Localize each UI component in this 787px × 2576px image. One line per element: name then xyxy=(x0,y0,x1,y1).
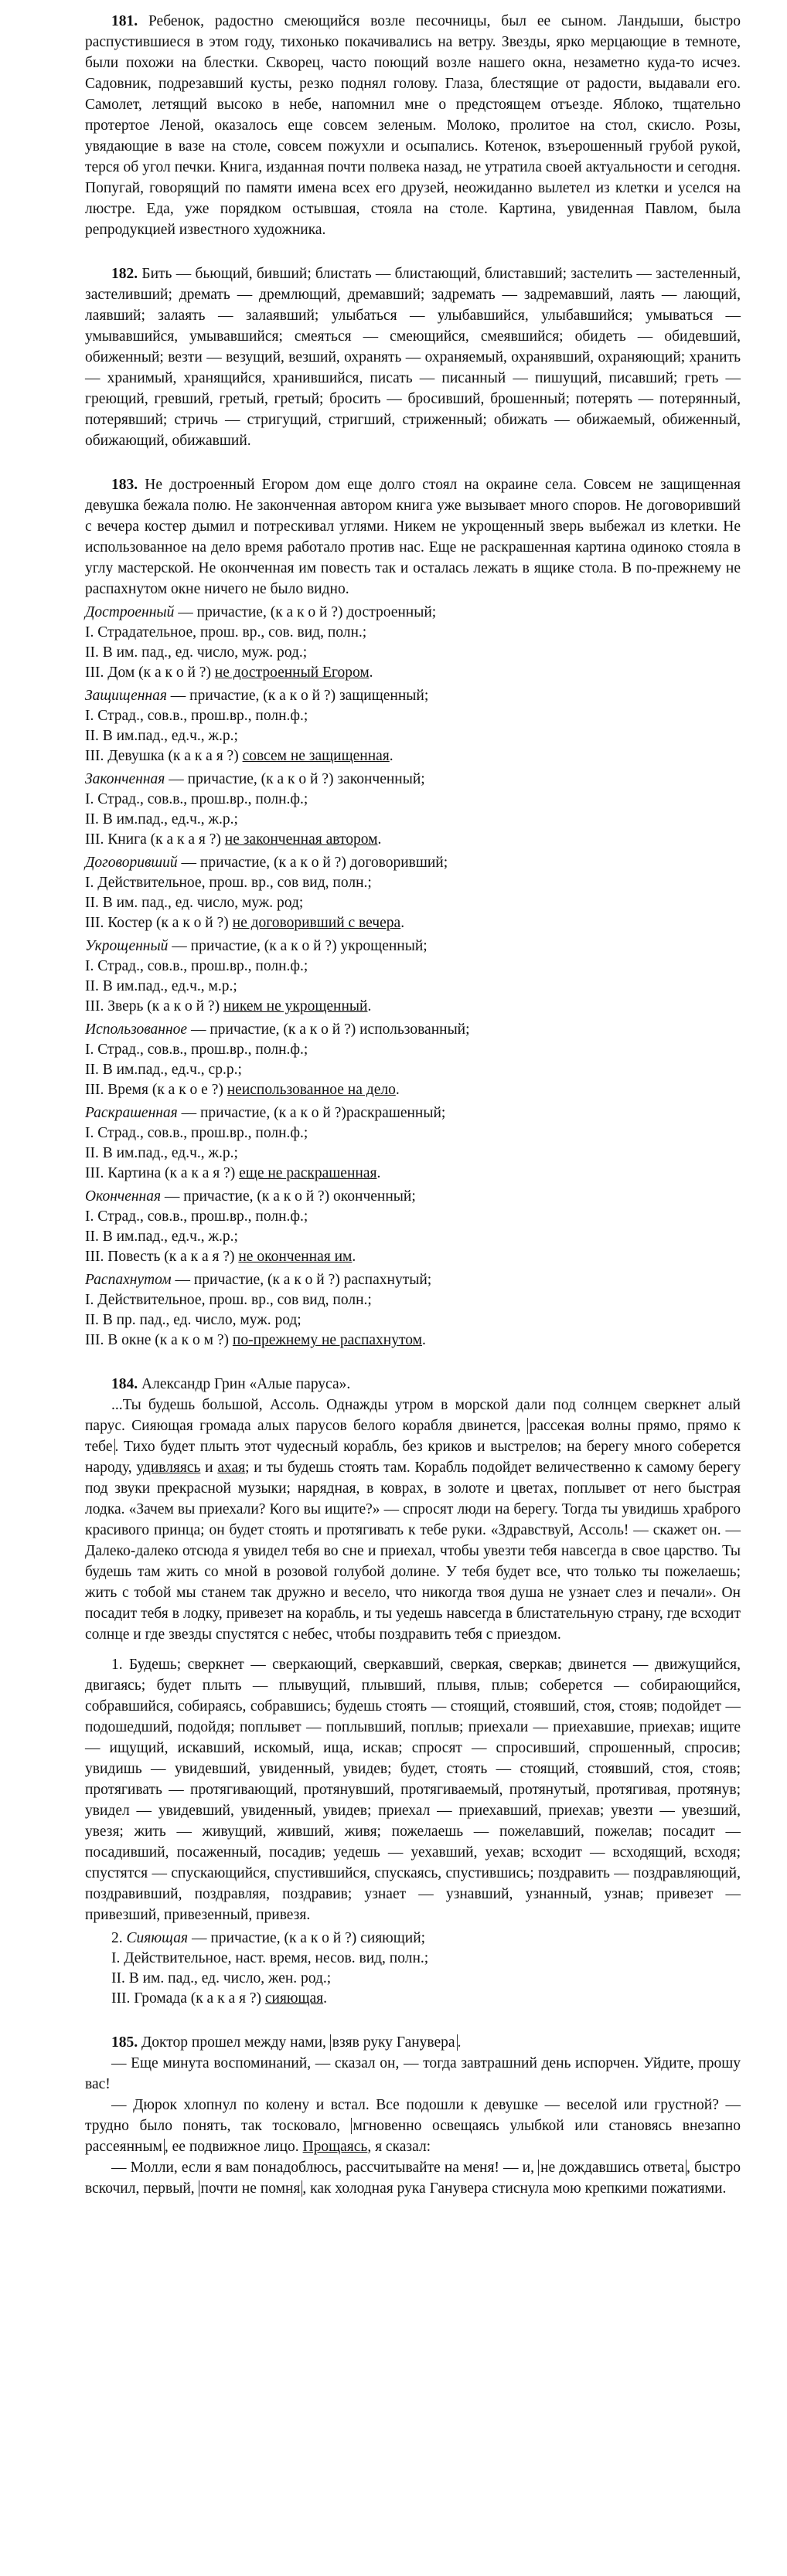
text-fragment: . xyxy=(376,1165,381,1181)
entry-head xyxy=(85,1929,741,1949)
exercise-184-item-2 xyxy=(85,1929,741,2009)
entry-head xyxy=(85,770,741,790)
entry-head xyxy=(85,936,741,957)
underlined-answer: не законченная автором xyxy=(224,831,378,848)
entry-definition: — причастие, (к а к о й ?) защищенный; xyxy=(166,688,429,704)
underlined-answer: сияющая xyxy=(264,1990,324,2007)
exercise-number: 182. xyxy=(111,266,138,282)
text-fragment: III. Повесть (к а к а я ?) xyxy=(85,1249,239,1265)
text-fragment: . xyxy=(367,998,372,1014)
entry-head xyxy=(85,1020,741,1040)
parsing-entry xyxy=(85,770,741,850)
entry-word: Распахнутом xyxy=(85,1272,172,1288)
text-fragment: III. Картина (к а к а я ?) xyxy=(85,1165,240,1181)
entry-word: Оконченная xyxy=(85,1188,162,1205)
exercise-182-text xyxy=(85,263,741,451)
entry-definition: — причастие, (к а к о й ?) достроенный; xyxy=(174,604,437,620)
underlined-answer: неиспользованное на дело xyxy=(227,1082,396,1098)
entry-line-2: II. В им. пад., ед. число, муж. род; xyxy=(85,895,304,911)
exercise-number: 184. xyxy=(111,1376,138,1392)
underlined-answer: по-прежнему не распахнутом xyxy=(232,1332,422,1348)
underlined-answer: не оконченная им xyxy=(238,1249,353,1265)
text-fragment: — Дюрок хлопнул по колену и встал. Все подошли к девушке — веселой или грустной? — трудно было понять, так тосковало, xyxy=(85,2097,741,2134)
entry-line-2: II. В им. пад., ед. число, жен. род.; xyxy=(111,1970,332,1986)
parsing-entries xyxy=(85,603,741,1351)
text-fragment: — причастие, (к а к о й ?) сияющий; xyxy=(188,1930,426,1946)
text-fragment: , как холодная рука Ганувера стиснула мою крепкими пожатиями. xyxy=(302,2180,727,2197)
entry-line-2: II. В им.пад., ед.ч., ж.р.; xyxy=(85,1145,238,1161)
participial-phrase: взяв руку Ганувера xyxy=(330,2034,458,2051)
participial-phrase: почти не помня xyxy=(199,2180,303,2197)
parsing-entry xyxy=(85,936,741,1017)
text-fragment: Доктор прошел между нами, xyxy=(138,2034,330,2051)
exercise-184 xyxy=(85,1374,741,2009)
participial-phrase: рассекая волны прямо, прямо к тебе xyxy=(85,1418,741,1455)
entry-line-2: II. В им. пад., ед. число, муж. род.; xyxy=(85,644,308,661)
exercise-185-p2: — Еще минута воспоминаний, — сказал он, — тогда завтрашний день испорчен. Уйдите, прошу вас! xyxy=(85,2055,741,2092)
text-fragment: . xyxy=(352,1249,356,1265)
parsing-entry xyxy=(85,853,741,933)
entry-word: Законченная xyxy=(85,771,165,787)
entry-line-1: I. Страд., сов.в., прош.вр., полн.ф.; xyxy=(85,1208,308,1225)
gerund-underlined: удивляясь xyxy=(136,1460,201,1476)
entry-line-1: I. Страд., сов.в., прош.вр., полн.ф.; xyxy=(85,1042,308,1058)
entry-head xyxy=(85,1103,741,1123)
entry-head xyxy=(85,1187,741,1207)
parsing-entry xyxy=(85,1020,741,1100)
text-fragment: III. Время (к а к о е ?) xyxy=(85,1082,227,1098)
exercise-185-p3 xyxy=(85,2095,741,2157)
entry-definition: — причастие, (к а к о й ?) укрощенный; xyxy=(168,938,428,954)
text-fragment: . xyxy=(400,915,405,931)
gerund-underlined: Прощаясь xyxy=(302,2139,368,2155)
entry-line-1: I. Страдательное, прош. вр., сов. вид, полн.; xyxy=(85,624,367,641)
entry-line-3 xyxy=(85,746,741,766)
text-fragment: III. В окне (к а к о м ?) xyxy=(85,1332,233,1348)
exercise-181-text xyxy=(85,11,741,240)
entry-line-3 xyxy=(85,1330,741,1351)
underlined-answer: не достроенный Егором xyxy=(214,664,370,681)
text-fragment: . xyxy=(323,1990,327,2007)
exercise-184-text xyxy=(85,1395,741,1645)
participial-phrase: мгновенно освещаясь улыбкой или становясь внезапно рассеянным xyxy=(85,2118,741,2155)
parsing-entry xyxy=(85,1270,741,1351)
entry-line-2: II. В им.пад., ед.ч., ж.р.; xyxy=(85,1229,238,1245)
entry-line-2: II. В им.пад., ед.ч., м.р.; xyxy=(85,978,237,994)
text-fragment: III. Громада (к а к а я ?) xyxy=(111,1990,265,2007)
text-fragment: III. Зверь (к а к о й ?) xyxy=(85,998,223,1014)
text-fragment: и xyxy=(200,1460,218,1476)
entry-word: Договоривший xyxy=(85,855,178,871)
entry-line-3 xyxy=(85,830,741,850)
entry-line-1: I. Действительное, прош. вр., сов вид, полн.; xyxy=(85,875,372,891)
entry-word: Сияющая xyxy=(126,1930,189,1946)
entry-line-1: I. Страд., сов.в., прош.вр., полн.ф.; xyxy=(85,1125,308,1141)
entry-line-2: II. В им.пад., ед.ч., ж.р.; xyxy=(85,728,238,744)
entry-line-2: II. В им.пад., ед.ч., ср.р.; xyxy=(85,1062,242,1078)
text-fragment: III. Книга (к а к а я ?) xyxy=(85,831,225,848)
entry-head xyxy=(85,686,741,706)
entry-line-3 xyxy=(85,1080,741,1100)
text-fragment: III. Костер (к а к о й ?) xyxy=(85,915,233,931)
entry-word: Использованное xyxy=(85,1021,188,1038)
entry-line-2: II. В пр. пад., ед. число, муж. род; xyxy=(85,1312,302,1328)
exercise-number: 183. xyxy=(111,477,138,493)
entry-word: Укрощенный xyxy=(85,938,169,954)
exercise-183-text xyxy=(85,474,741,600)
entry-line-3 xyxy=(85,1989,741,2009)
exercise-body: Бить — бьющий, бивший; блистать — блистающий, блиставший; застелить — застеленный, застеливший; дремать — дремлющий, дремавший; задремать — задремавший, лаять — лающий, лаявший; залаять — залаявший; улыбаться — улыбавшийся, улыбавшийся; умываться — умывавшийся, умывавшийся; смеяться — смеющийся, смеявшийся; обидеть — обидевший, обиженный; везти — везущий, везший, охранять — охраняемый, охранявший, охраняющий; хранить — хранимый, хранящийся, хранившийся, писать — писанный — пишущий, писавший; греть — греющий, гревший, гретый, гретый; бросить — бросивший, брошенный; потерять — потерянный, потерявший; стричь — стригущий, стригший, стриженный; обижать — обижаемый, обиженный, обижающий, обижавший. xyxy=(85,266,741,449)
entry-line-3 xyxy=(85,997,741,1017)
entry-line-3 xyxy=(85,1164,741,1184)
underlined-answer: не договоривший с вечера xyxy=(232,915,401,931)
underlined-answer: никем не укрощенный xyxy=(223,998,368,1014)
text-fragment: . xyxy=(457,2034,462,2051)
text-fragment: . Тихо будет плыть этот чудесный корабль, без криков и выстрелов; на берегу много соберется народу, xyxy=(85,1439,741,1476)
text-fragment: — Молли, если я вам понадоблюсь, рассчитывайте на меня! — и, xyxy=(111,2160,539,2176)
text-fragment: III. Девушка (к а к а я ?) xyxy=(85,748,243,764)
entry-line-3 xyxy=(85,913,741,933)
exercise-heading: Александр Грин «Алые паруса». xyxy=(138,1376,351,1392)
exercise-185-p1 xyxy=(85,2032,741,2053)
text-fragment: . xyxy=(395,1082,400,1098)
exercise-number: 181. xyxy=(111,13,138,29)
entry-line-1: I. Страд., сов.в., прош.вр., полн.ф.; xyxy=(85,791,308,807)
entry-word: Достроенный xyxy=(85,604,175,620)
text-fragment: . xyxy=(389,748,394,764)
entry-head xyxy=(85,853,741,873)
entry-line-1: I. Действительное, наст. время, несов. вид, полн.; xyxy=(111,1950,429,1966)
text-fragment: III. Дом (к а к о й ?) xyxy=(85,664,215,681)
parsing-entry xyxy=(85,686,741,766)
entry-definition: — причастие, (к а к о й ?) договоривший; xyxy=(177,855,448,871)
exercise-182 xyxy=(85,263,741,451)
text-fragment: , я сказал: xyxy=(367,2139,431,2155)
exercise-181 xyxy=(85,11,741,240)
entry-definition: — причастие, (к а к о й ?) распахнутый; xyxy=(171,1272,432,1288)
exercise-185 xyxy=(85,2032,741,2199)
text-fragment: . xyxy=(377,831,382,848)
underlined-answer: совсем не защищенная xyxy=(242,748,390,764)
exercise-number: 185. xyxy=(111,2034,138,2051)
text-fragment: , ее подвижное лицо. xyxy=(164,2139,303,2155)
exercise-body: Не достроенный Егором дом еще долго стоял на окраине села. Совсем не защищенная девушка бежала полю. Не законченная автором книга уже вызывает много споров. Не договоривший с вечера костер дымил и потрескивал углями. Никем не укрощенный зверь выбежал из клетки. Не использованное на дело время работало против нас. Еще не раскрашенная картина одиноко стояла в углу мастерской. Не оконченная им повесть так и осталась лежать в ящике стола. В по-прежнему не распахнутом окне ничего не было видно. xyxy=(85,477,741,597)
entry-head xyxy=(85,1270,741,1290)
entry-line-2: II. В им.пад., ед.ч., ж.р.; xyxy=(85,811,238,828)
text-fragment: . xyxy=(369,664,373,681)
entry-head xyxy=(85,603,741,623)
text-fragment: , быстро вскочил, первый, xyxy=(85,2160,741,2197)
entry-definition: — причастие, (к а к о й ?) использованный; xyxy=(187,1021,470,1038)
underlined-answer: еще не раскрашенная xyxy=(239,1165,377,1181)
entry-line-3 xyxy=(85,1247,741,1267)
text-fragment: . xyxy=(421,1332,426,1348)
text-fragment: ...Ты будешь большой, Ассоль. Однажды утром в морской дали под солнцем сверкнет алый парус. Сияющая громада алых парусов белого корабля двинется, xyxy=(85,1397,741,1434)
entry-definition: — причастие, (к а к о й ?) законченный; xyxy=(165,771,425,787)
participial-phrase: не дождавшись ответа xyxy=(538,2160,686,2176)
text-fragment: 2. xyxy=(111,1930,127,1946)
entry-word: Защищенная xyxy=(85,688,167,704)
exercise-body: Ребенок, радостно смеющийся возле песочницы, был ее сыном. Ландыши, быстро распустившиеся в этом году, тихонько покачивались на ветру. Звезды, ярко мерцающие в темноте, были похожи на блестки. Скворец, часто поющий возле нашего окна, незаметно куда-то исчез. Садовник, подрезавший кусты, резко поднял голову. Глаза, блестящие от радости, выдавали его. Самолет, летящий высоко в небе, напомнил мне о предстоящем отъезде. Яблоко, тщательно протертое Леной, оказалось еще совсем зеленым. Молоко, пролитое на стол, скисло. Розы, увядающие в вазе на столе, совсем пожухли и осыпались. Котенок, взъерошенный грубой рукой, терся об угол печки. Книга, изданная почти полвека назад, не утратила своей актуальности и сегодня. Попугай, говорящий по памяти имена всех его друзей, неожиданно вылетел из клетки и уселся на люстре. Еда, уже порядком остывшая, стояла на столе. Картина, увиденная Павлом, была репродукцией известного художника. xyxy=(85,13,741,238)
text-fragment: ; и ты будешь стоять там. Корабль подойдет величественно к самому берегу под звуки прекрасной музыки; нарядная, в коврах, в золоте и цветах, поплывет от него быстрая лодка. «Зачем вы приехали? Кого вы ищите?» — спросят люди на берегу. Тогда ты увидишь храброго красивого принца; он будет стоять и протягивать к тебе руки. «Здравствуй, Ассоль! — скажет он. — Далеко-далеко отсюда я увидел тебя во сне и приехал, чтобы увезти тебя навсегда в свое царство. Ты будешь там жить со мной в розовой голубой долине. У тебя будет все, что только ты пожелаешь; жить с тобой мы станем так дружно и весело, что никогда твоя душа не узнает слез и печали». Он посадит тебя в лодку, привезет на корабль, и ты уедешь навсегда в блистательную страну, где всходит солнце и где звезды спустятся с небес, чтобы поздравить тебя с приездом. xyxy=(85,1460,741,1643)
entry-definition: — причастие, (к а к о й ?)раскрашенный; xyxy=(177,1105,446,1121)
exercise-183 xyxy=(85,474,741,1351)
entry-line-1: I. Страд., сов.в., прош.вр., полн.ф.; xyxy=(85,958,308,974)
exercise-185-p4 xyxy=(85,2157,741,2199)
parsing-entry xyxy=(85,1187,741,1267)
gerund-underlined: ахая xyxy=(217,1460,246,1476)
entry-line-1: I. Страд., сов.в., прош.вр., полн.ф.; xyxy=(85,708,308,724)
parsing-entry xyxy=(85,603,741,683)
exercise-184-item-1: 1. Будешь; сверкнет — сверкающий, сверкавший, сверкая, сверкав; двинется — движущийся, двигаясь; будет плыть — плывущий, плывший, плывя, плыв; соберется — собирающийся, собравшийся, собираясь, собравшись; будешь стоять — стоящий, стоявший, стоя, стояв; подойдет — подошедший, подойдя; поплывет — поплывший, поплыв; приехали — приехавшие, приехав; ищите — ищущий, искавший, искомый, ища, искав; спросят — спросивший, спрошенный, спросив; увидишь — увидевший, увиденный, увидев; будет, стоять — стоящий, стоявший, стоя, стояв; протягивать — протягивающий, протянувший, протягиваемый, протянутый, протягивая, протянув; увидел — увидевший, увиденный, увидев; приехал — приехавший, приехав; увезти — увезший, увезя; жить — живущий, живший, живя; пожелаешь — пожелавший, пожелав; посадит — посадивший, посаженный, посадив; уедешь — уехавший, уехав; всходит — всходящий, всходя; спустятся — спускающийся, спустившийся, спускаясь, спустившись; поздравить — поздравляющий, поздравивший, поздравляя, поздравив; узнает — узнавший, узнанный, узнав; привезет — привезший, привезенный, привезя. xyxy=(85,1657,741,1923)
exercise-184-heading xyxy=(85,1374,741,1395)
entry-definition: — причастие, (к а к о й ?) оконченный; xyxy=(161,1188,416,1205)
entry-word: Раскрашенная xyxy=(85,1105,178,1121)
entry-line-1: I. Действительное, прош. вр., сов вид, полн.; xyxy=(85,1292,372,1308)
parsing-entry xyxy=(85,1103,741,1184)
entry-line-3 xyxy=(85,663,741,683)
